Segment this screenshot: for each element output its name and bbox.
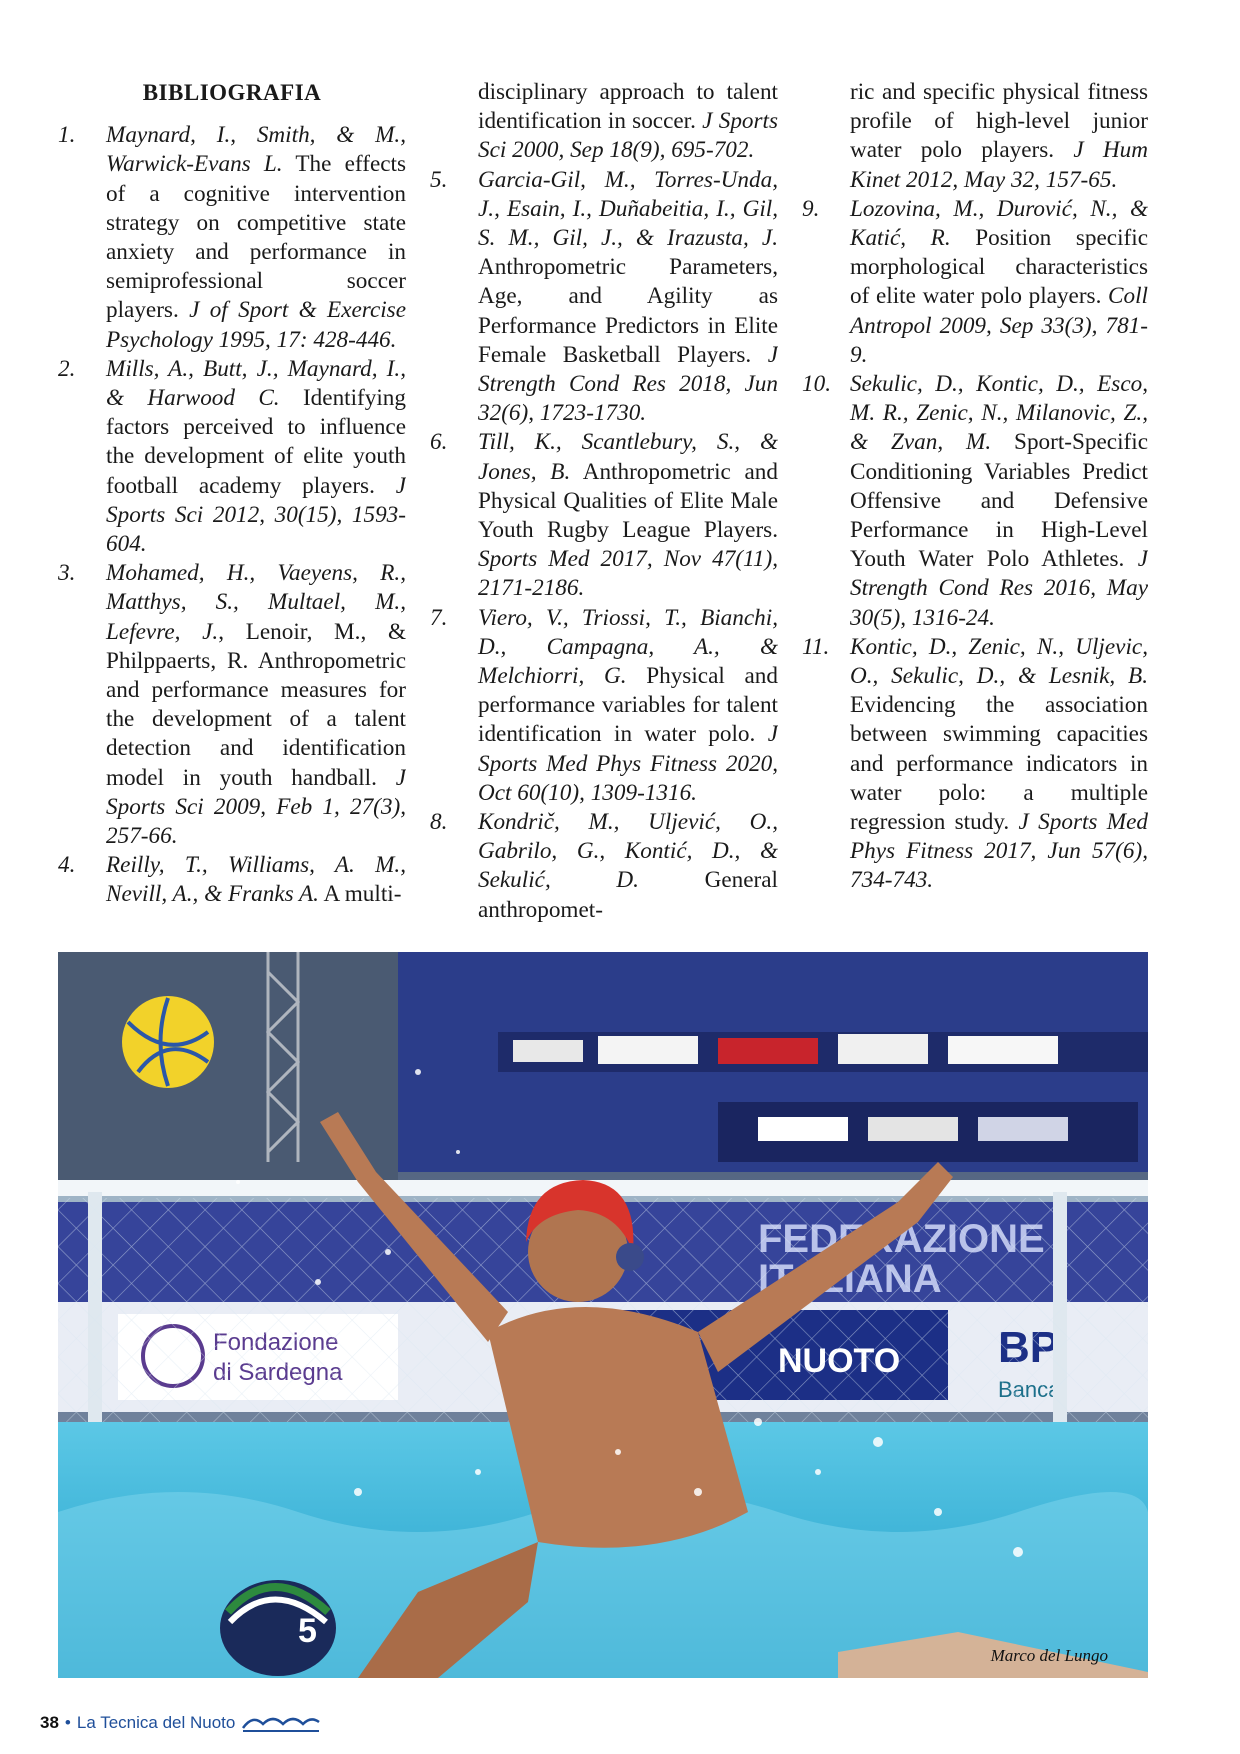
reference-authors: Maynard, I., Smith, & M., Warwick-Evans L. [106, 122, 406, 178]
reference-number: 8. [430, 809, 448, 836]
reference-authors: Mills, A., Butt, J., Maynard, I., & Harwood C. [106, 355, 406, 412]
reference-number: 6. [430, 429, 448, 456]
reference-authors: Sekulic, D., Kontic, D., Esco, M. R., Zenic, N., Milanovic, Z., & Zvan, M. [850, 371, 1148, 456]
bibliography-column-3 [802, 78, 1148, 928]
bibliography-heading: BIBLIOGRAFIA [142, 80, 322, 105]
reference-number: 9. [802, 195, 820, 222]
reference-authors: Viero, V., Triossi, T., Bianchi, D., Campagna, A., & Melchiorri, G. [478, 604, 778, 690]
reference-item [430, 428, 778, 603]
reference-number: 4. [58, 852, 76, 879]
reference-source: J Sports Med Phys Fitness 2020, Oct 60(10), 1309-1316. [478, 721, 778, 806]
reference-source: J of Sport & Exercise Psychology 1995, 17: 428-446. [106, 297, 406, 353]
reference-authors: Garcia-Gil, M., Torres-Unda, J., Esain, I., Duñabeitia, I., Gil, S. M., Gil, J., & Irazusta, J. [478, 166, 778, 252]
bibliography-column-2 [430, 78, 778, 928]
reference-authors: Mohamed, H., Vaeyens, R., Matthys, S., Multael, M., Lefevre, J. [106, 560, 406, 645]
reference-source: J Sports Sci 2000, Sep 18(9), 695-702. [478, 108, 778, 164]
reference-source: Coll Antropol 2009, Sep 33(3), 781-9. [850, 283, 1148, 368]
reference-authors: Reilly, T., Williams, A. M., Nevill, A., & Franks A. [106, 852, 406, 908]
reference-item [58, 355, 406, 559]
reference-list-1 [58, 121, 406, 909]
reference-authors: Kontic, D., Zenic, N., Uljevic, O., Sekulic, D., & Lesnik, B. [850, 633, 1148, 690]
reference-item [58, 851, 406, 909]
reference-item [58, 559, 406, 851]
cap-number: 5 [298, 1612, 317, 1650]
reference-title: Anthropometric and Physical Qualities of Elite Male Youth Rugby League Players. [478, 458, 778, 544]
reference-number: 3. [58, 560, 76, 587]
reference-authors: Till, K., Scantlebury, S., & Jones, B. [478, 429, 778, 485]
reference-title: , Lenoir, M., & Philppaerts, R. Anthropometric and performance measures for the development of a talent detection and identification model in youth handball. [106, 618, 406, 791]
reference-title: ric and specific physical fitness profile of high-level junior water polo players. [850, 79, 1148, 164]
page-footer [40, 1708, 321, 1738]
water-polo-ball [122, 996, 214, 1088]
reference-source: J Hum Kinet 2012, May 32, 157-65. [850, 137, 1148, 193]
reference-number: 2. [58, 355, 76, 382]
reference-title: Identifying factors perceived to influence the development of elite youth football academy players. [106, 385, 406, 499]
waves-icon [241, 1710, 321, 1737]
photo-illustration [58, 952, 1148, 1678]
reference-item [802, 370, 1148, 633]
reference-source: Sports Med 2017, Nov 47(11), 2171-2186. [478, 546, 778, 602]
reference-item [430, 166, 778, 429]
reference-authors: Kondrič, M., Uljević, O., Gabrilo, G., Kontić, D., & Sekulić, D. [478, 809, 778, 894]
reference-title: Position specific morphological characteristics of elite water polo players. [850, 225, 1148, 310]
attacker-cap [220, 1580, 336, 1676]
reference-title: Evidencing the association between swimming capacities and performance indicators in water polo: a multiple regression study. [850, 692, 1148, 836]
reference-source: J Strength Cond Res 2016, May 30(5), 1316-24. [850, 546, 1148, 631]
reference-title: disciplinary approach to talent identification in soccer. [478, 79, 778, 135]
reference-number: 10. [802, 371, 831, 398]
reference-source: J Strength Cond Res 2018, Jun 32(6), 1723-1730. [478, 341, 778, 427]
reference-title: Physical and performance variables for talent identification in water polo. [478, 663, 778, 748]
reference-number: 11. [802, 633, 830, 660]
photo-credit: Marco del Lungo [990, 1646, 1108, 1665]
reference-item [430, 604, 778, 808]
page-number: 38 [40, 1713, 59, 1732]
reference-title: The effects of a cognitive intervention strategy on competitive state anxiety and performance in semiprofessional soccer players. [106, 151, 406, 324]
publication-title: La Tecnica del Nuoto [76, 1713, 236, 1732]
reference-title: General anthropomet- [478, 867, 778, 923]
reference-continuation [850, 78, 1148, 195]
reference-authors: Lozovina, M., Durović, N., & Katić, R. [850, 195, 1148, 252]
reference-continuation [478, 78, 778, 166]
footer-separator: • [64, 1713, 71, 1732]
reference-item [802, 633, 1148, 896]
reference-item [802, 195, 1148, 370]
reference-number: 7. [430, 604, 448, 631]
reference-title: A multi- [318, 881, 402, 908]
reference-item [430, 808, 778, 925]
reference-title: Sport-Specific Conditioning Variables Predict Offensive and Defensive Performance in High-Level Youth Water Polo Athletes. [850, 429, 1148, 573]
bibliography-column-1 [58, 78, 406, 928]
reference-item [58, 121, 406, 355]
reference-number: 5. [430, 166, 448, 193]
reference-title: Anthropometric Parameters, Age, and Agility as Performance Predictors in Elite Female Basketball Players. [478, 254, 778, 368]
reference-number: 1. [58, 122, 76, 149]
reference-source: J Sports Sci 2009, Feb 1, 27(3), 257-66. [106, 764, 406, 850]
reference-source: J Sports Med Phys Fitness 2017, Jun 57(6), 734-743. [850, 809, 1148, 894]
reference-source: J Sports Sci 2012, 30(15), 1593-604. [106, 472, 406, 558]
water-polo-photo [58, 952, 1148, 1678]
